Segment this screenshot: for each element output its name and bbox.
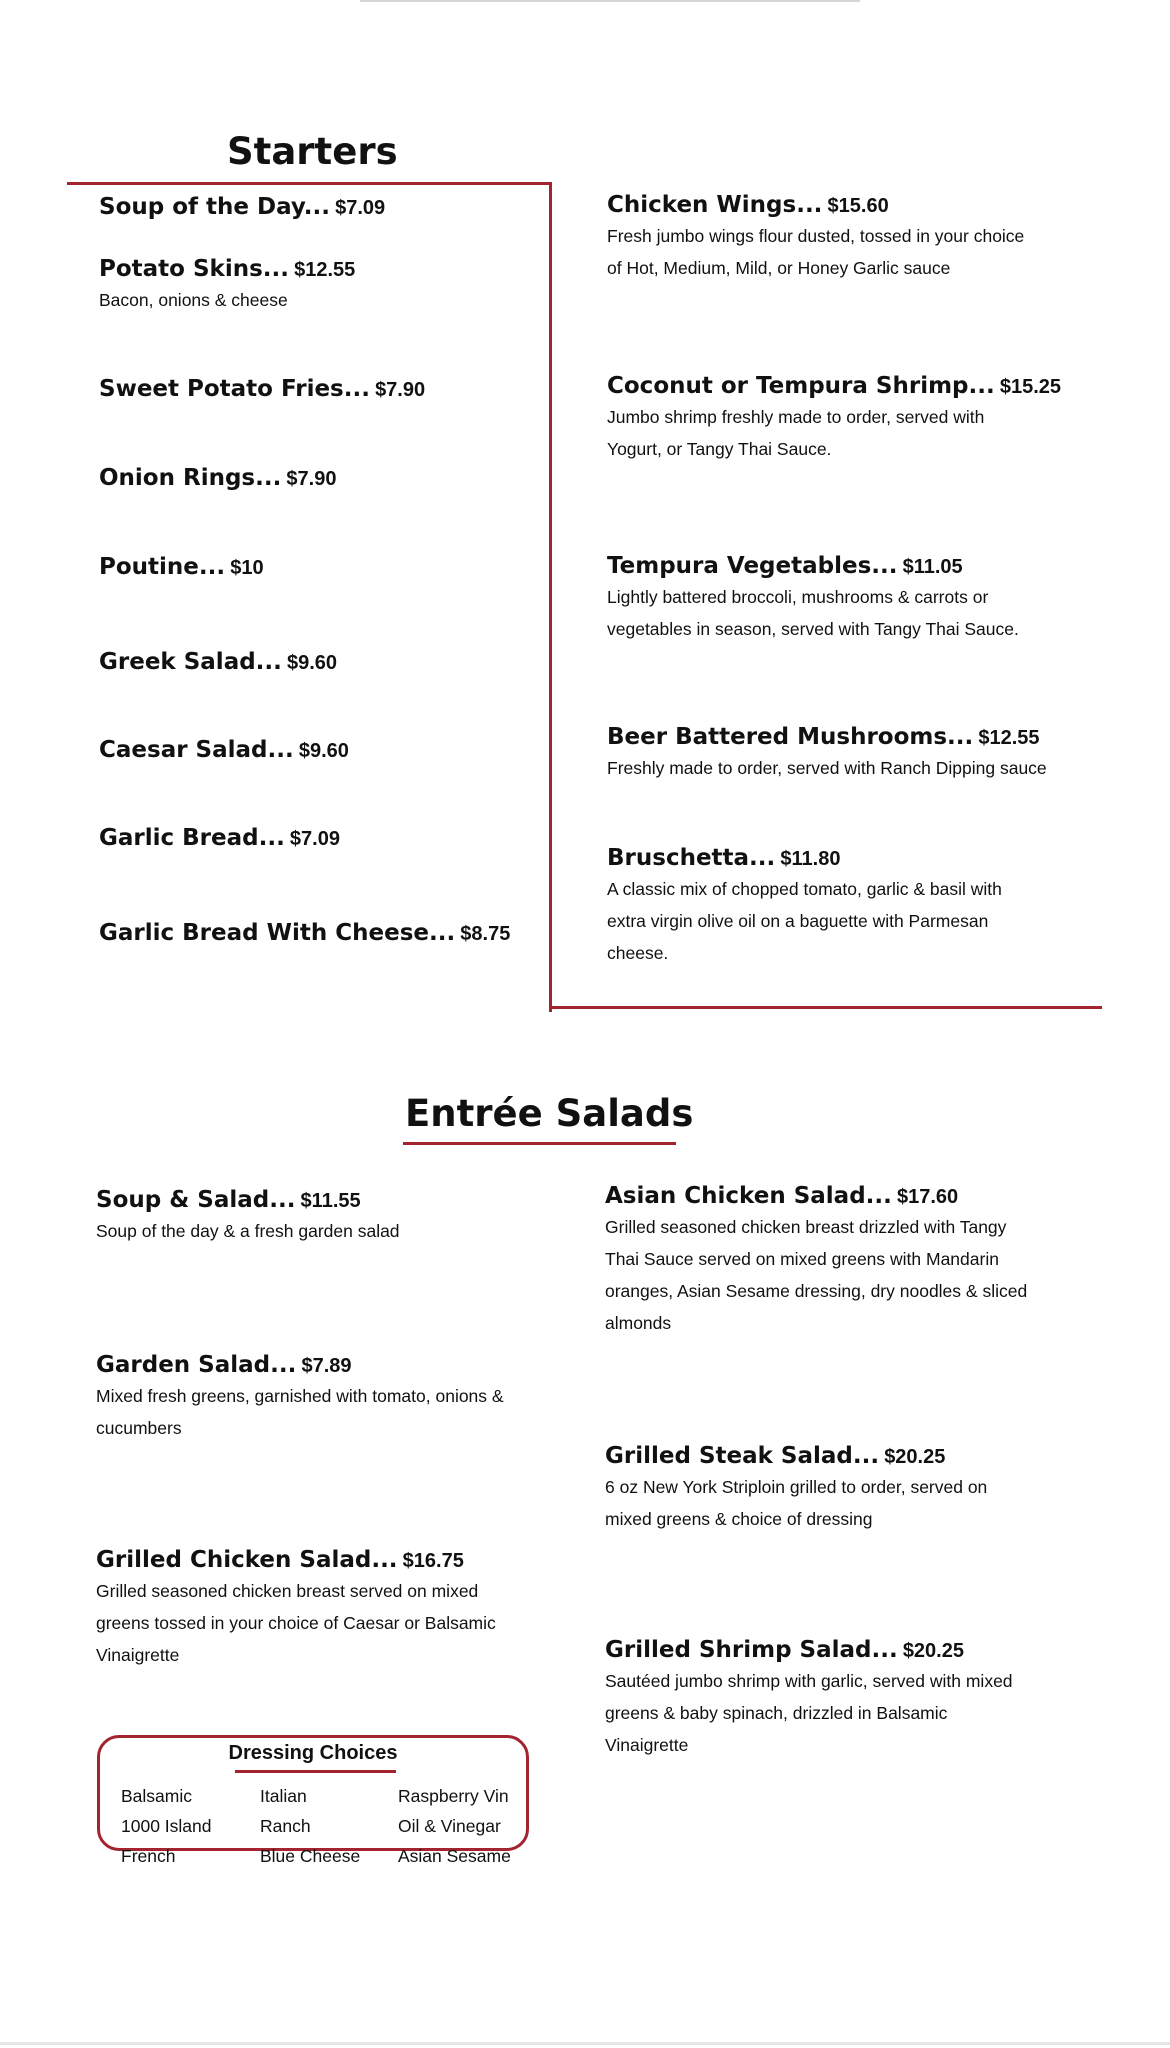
- item-description-line: cucumbers: [96, 1418, 182, 1438]
- menu-item-grilled-chicken-salad: [96, 1547, 496, 1671]
- dressing-choices-box: [97, 1735, 529, 1866]
- item-description-line: Vinaigrette: [605, 1735, 689, 1755]
- item-price: $9.60: [298, 740, 349, 762]
- item-name: Caesar Salad...: [99, 737, 294, 763]
- item-description: [607, 581, 1019, 645]
- dressing-option: French: [121, 1846, 176, 1866]
- menu-item-chicken-wings: [607, 192, 1024, 284]
- menu-item-garlic-bread-with-cheese: [99, 920, 510, 946]
- item-description-line: mixed greens & choice of dressing: [605, 1509, 873, 1529]
- item-description: [607, 220, 1024, 284]
- item-price: $8.75: [460, 923, 511, 945]
- dressing-option: Blue Cheese: [260, 1846, 361, 1866]
- item-description-line: Lightly battered broccoli, mushrooms & carrots or: [607, 587, 989, 607]
- item-price: $7.90: [286, 468, 337, 490]
- item-price: $11.05: [902, 556, 963, 578]
- menu-item-coconut-tempura-shrimp: [607, 373, 1061, 465]
- item-price: $7.09: [335, 197, 386, 219]
- item-description-line: almonds: [605, 1313, 672, 1333]
- item-description-line: 6 oz New York Striploin grilled to order, served on: [605, 1477, 988, 1497]
- item-description-line: of Hot, Medium, Mild, or Honey Garlic sauce: [607, 258, 951, 278]
- menu-item-grilled-steak-salad: [605, 1443, 987, 1535]
- item-name: Garden Salad...: [96, 1352, 297, 1378]
- item-description-line: Jumbo shrimp freshly made to order, served with: [607, 407, 985, 427]
- item-description-line: Vinaigrette: [96, 1645, 180, 1665]
- item-price: $12.55: [978, 727, 1040, 749]
- item-description-line: Sautéed jumbo shrimp with garlic, served with mixed: [605, 1671, 1013, 1691]
- item-description: [96, 1575, 496, 1671]
- item-name: Garlic Bread...: [99, 825, 285, 851]
- menu-item-soup-of-the-day: [99, 194, 385, 220]
- menu-item-caesar-salad: [99, 737, 349, 763]
- item-name: Chicken Wings...: [607, 192, 823, 218]
- item-price: $11.55: [300, 1190, 361, 1212]
- item-description-line: Mixed fresh greens, garnished with tomato, onions &: [96, 1386, 504, 1406]
- item-description-line: greens tossed in your choice of Caesar or Balsamic: [96, 1613, 496, 1633]
- menu-item-tempura-vegetables: [607, 553, 1019, 645]
- item-price: $20.25: [884, 1446, 946, 1468]
- item-name: Greek Salad...: [99, 649, 282, 675]
- item-price: $17.60: [896, 1186, 959, 1208]
- item-description: [607, 873, 1002, 969]
- item-name: Poutine...: [99, 554, 226, 580]
- item-description: [605, 1665, 1013, 1761]
- item-description-line: extra virgin olive oil on a baguette with Parmesan: [607, 911, 989, 931]
- page-top-edge: [360, 0, 860, 2]
- page-bottom-edge: [0, 2042, 1170, 2045]
- item-name: Onion Rings...: [99, 465, 282, 491]
- item-price: $7.89: [301, 1355, 352, 1377]
- item-price: $15.25: [999, 376, 1061, 398]
- item-description-line: oranges, Asian Sesame dressing, dry noodles & sliced: [605, 1281, 1028, 1301]
- item-description-line: Grilled seasoned chicken breast drizzled with Tangy: [605, 1217, 1007, 1237]
- menu-item-potato-skins: [99, 256, 355, 316]
- item-price: $12.55: [294, 259, 356, 281]
- dressing-choices-title: Dressing Choices: [228, 1742, 398, 1764]
- item-description-line: vegetables in season, served with Tangy Thai Sauce.: [607, 619, 1019, 639]
- item-name: Grilled Chicken Salad...: [96, 1547, 398, 1573]
- item-description-line: Soup of the day & a fresh garden salad: [96, 1221, 400, 1241]
- item-description-line: Grilled seasoned chicken breast served on mixed: [96, 1581, 479, 1601]
- entree-salads-title: Entrée Salads: [405, 1092, 694, 1135]
- item-name: Potato Skins...: [99, 256, 289, 282]
- item-name: Grilled Steak Salad...: [605, 1443, 880, 1469]
- dressing-option: Oil & Vinegar: [398, 1816, 501, 1836]
- item-price: $20.25: [902, 1640, 964, 1662]
- dressing-option: Balsamic: [121, 1786, 192, 1806]
- item-name: Bruschetta...: [607, 845, 776, 871]
- item-name: Coconut or Tempura Shrimp...: [607, 373, 995, 399]
- starters-bottom-rule: [549, 1006, 1102, 1009]
- item-description-line: Fresh jumbo wings flour dusted, tossed in your choice: [607, 226, 1025, 246]
- item-name: Tempura Vegetables...: [607, 553, 898, 579]
- item-name: Grilled Shrimp Salad...: [605, 1637, 898, 1663]
- item-description: [607, 401, 1061, 465]
- item-description: [605, 1211, 1027, 1339]
- dressing-option: 1000 Island: [121, 1816, 212, 1836]
- item-description-line: cheese.: [607, 943, 669, 963]
- menu-item-garlic-bread: [99, 825, 340, 851]
- menu-item-greek-salad: [99, 649, 337, 675]
- item-price: $9.60: [286, 652, 338, 674]
- item-price: $7.09: [289, 828, 340, 850]
- item-description-line: Yogurt, or Tangy Thai Sauce.: [607, 439, 832, 459]
- item-description-line: A classic mix of chopped tomato, garlic & basil with: [607, 879, 1002, 899]
- menu-item-asian-chicken-salad: [605, 1183, 1027, 1339]
- starters-divider-rule: [549, 182, 552, 1012]
- menu-item-sweet-potato-fries: [99, 376, 425, 402]
- item-description: [605, 1471, 987, 1535]
- menu-item-beer-battered-mushrooms: [607, 724, 1047, 784]
- dressing-option: Italian: [260, 1786, 307, 1806]
- item-name: Asian Chicken Salad...: [605, 1183, 892, 1209]
- item-description: [607, 752, 1047, 784]
- starters-title: Starters: [227, 130, 398, 173]
- item-name: Sweet Potato Fries...: [99, 376, 370, 402]
- dressing-option: Raspberry Vin: [398, 1786, 509, 1806]
- item-description: [96, 1380, 504, 1444]
- menu-item-onion-rings: [99, 465, 336, 491]
- item-name: Garlic Bread With Cheese...: [99, 920, 456, 946]
- menu-item-garden-salad: [96, 1352, 504, 1444]
- starters-top-rule: [67, 182, 552, 185]
- item-description-line: Thai Sauce served on mixed greens with Mandarin: [605, 1249, 999, 1269]
- menu-item-bruschetta: [607, 845, 1002, 969]
- item-price: $15.60: [827, 195, 889, 217]
- menu-item-poutine: [99, 554, 264, 580]
- item-description: Bacon, onions & cheese: [99, 290, 288, 310]
- dressing-option: Asian Sesame: [398, 1846, 511, 1866]
- item-price: $7.90: [375, 379, 426, 401]
- item-name: Beer Battered Mushrooms...: [607, 724, 974, 750]
- dressing-option: Ranch: [260, 1816, 311, 1836]
- item-name: Soup & Salad...: [96, 1187, 296, 1213]
- menu-item-soup-and-salad: [96, 1187, 400, 1247]
- dressing-choices-underline: [235, 1770, 396, 1773]
- item-description-line: Freshly made to order, served with Ranch Dipping sauce: [607, 758, 1047, 778]
- item-description: [96, 1215, 400, 1247]
- item-price: $10: [230, 557, 264, 579]
- menu-item-grilled-shrimp-salad: [605, 1637, 1013, 1761]
- item-price: $16.75: [402, 1550, 464, 1572]
- item-description-line: greens & baby spinach, drizzled in Balsamic: [605, 1703, 948, 1723]
- item-name: Soup of the Day...: [99, 194, 330, 220]
- item-price: $11.80: [780, 848, 841, 870]
- entree-salads-underline: [403, 1142, 676, 1145]
